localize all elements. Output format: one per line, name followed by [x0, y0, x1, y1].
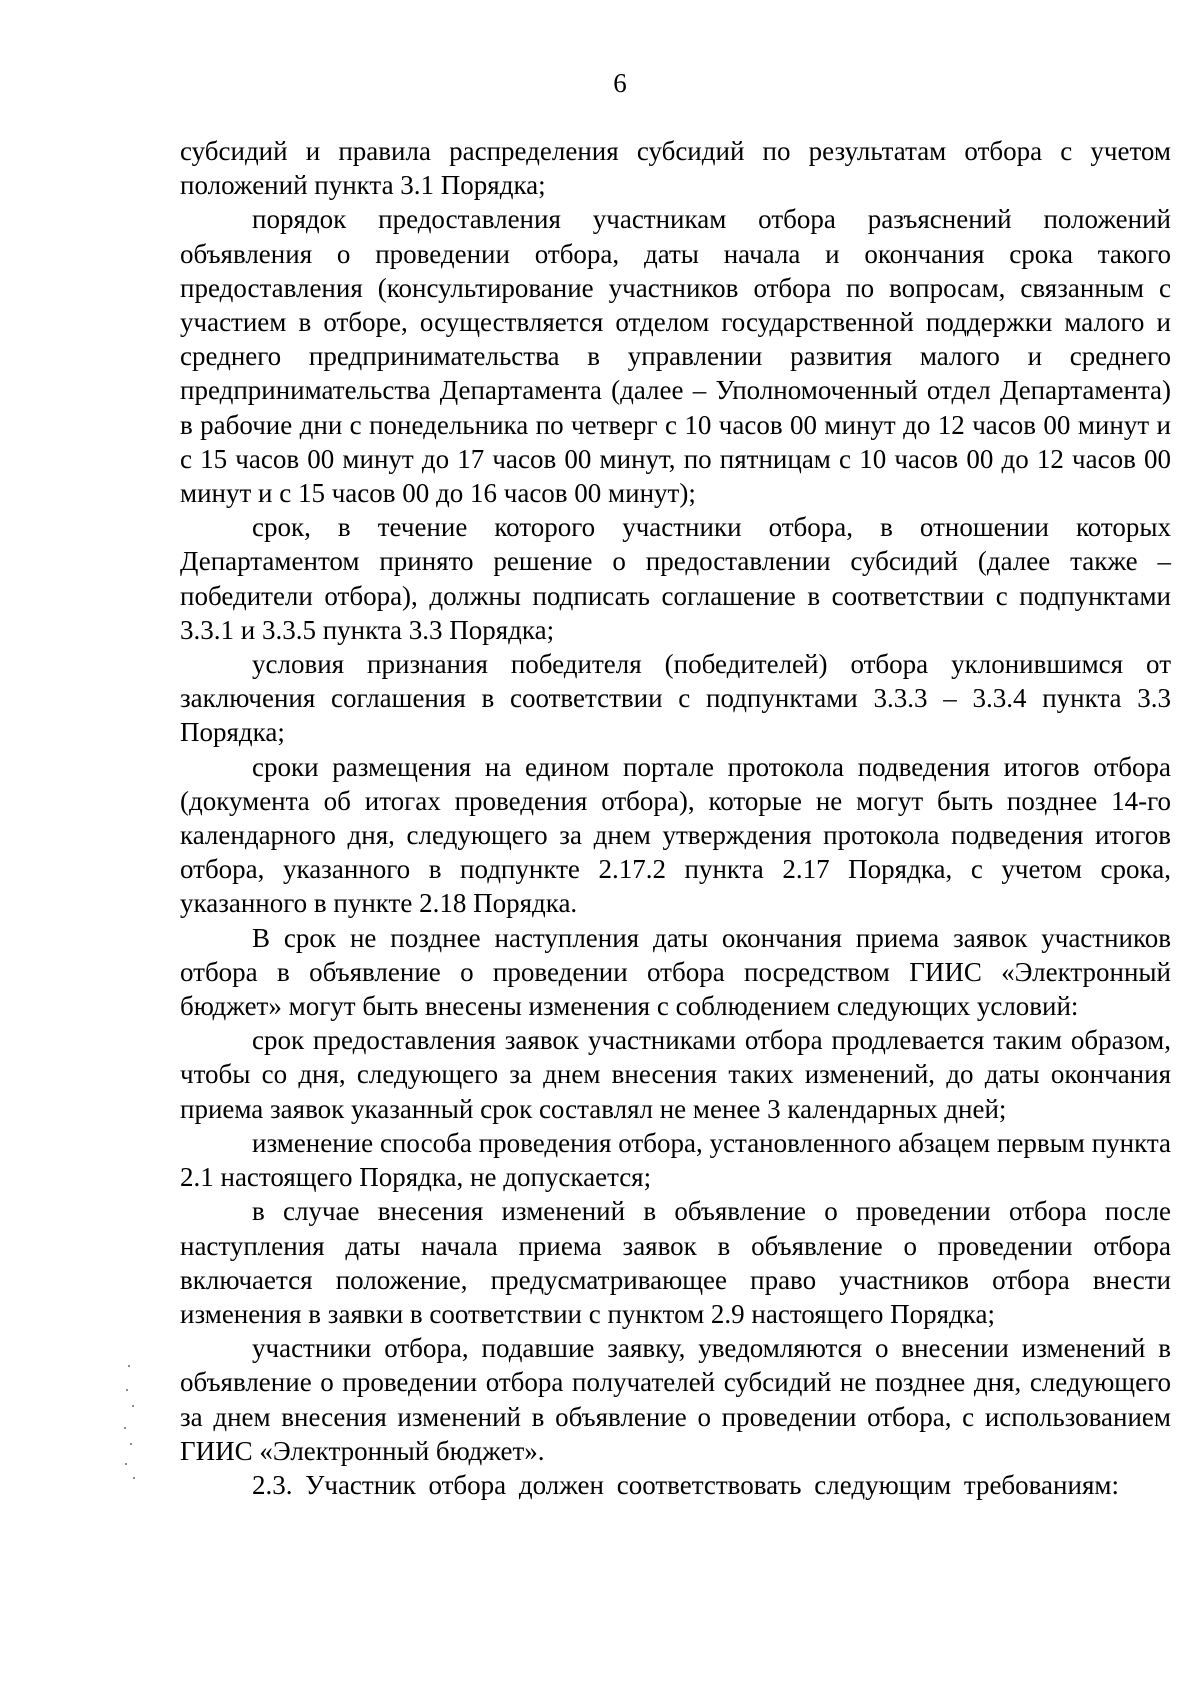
paragraph-method-change: изменение способа проведения отбора, установленного абзацем первым пункта 2.1 настоящего Порядка, не допускается; [180, 1127, 1171, 1193]
paragraph-deadline-extension: срок предоставления заявок участниками отбора продлевается таким образом, чтобы со дня, следующего за днем внесения таких изменений, до даты окончания приема заявок указанный срок составлял не менее 3 календарных дней; [180, 1025, 1171, 1124]
page-number: 6 [613, 68, 627, 98]
paragraph-consultation-procedure: порядок предоставления участникам отбора разъяснений положений объявления о проведении отбора, даты начала и окончания срока такого предоставления (консультирование участников отбора по вопросам, связанным с участием в отборе, осуществляется отделом государственной поддержки малого и среднего предпринимательства в управлении развития малого и среднего предпринимательства Департамента (далее – Уполномоченный отдел Департамента) в рабочие дни с понедельника по четверг с 10 часов 00 минут до 12 часов 00 минут и с 15 часов 00 минут до 17 часов 00 минут, по пятницам с 10 часов 00 до 12 часов 00 минут и с 15 часов 00 до 16 часов 00 минут); [180, 204, 1171, 509]
paragraph-continuation: субсидий и правила распределения субсидий по результатам отбора с учетом положений пункта 3.1 Порядка; [180, 136, 1171, 201]
paragraph-evasion-conditions: условия признания победителя (победителей) отбора уклонившимся от заключения соглашения в соответствии с подпунктами 3.3.3 – 3.3.4 пункта 3.3 Порядка; [180, 649, 1171, 748]
paragraph-amendments-intro: В срок не позднее наступления даты окончания приема заявок участников отбора в объявление о проведении отбора посредством ГИИС «Электронный бюджет» могут быть внесены изменения с соблюдением следующих условий: [180, 922, 1171, 1022]
scan-margin-marks [118, 1365, 140, 1485]
paragraph-protocol-publication: сроки размещения на едином портале протокола подведения итогов отбора (документа об итогах проведения отбора), которые не могут быть позднее 14-го календарного дня, следующего за днем утверждения протокола подведения итогов отбора, указанного в подпункте 2.17.2 пункта 2.17 Порядка, с учетом срока, указанного в пункте 2.18 Порядка. [180, 751, 1171, 919]
paragraph-participant-notification: участники отбора, подавшие заявку, уведомляются о внесении изменений в объявление о проведении отбора получателей субсидий не позднее дня, следующего за днем внесения изменений в объявление о проведении отбора, с использованием ГИИС «Электронный бюджет». [180, 1333, 1171, 1466]
section-2-3-heading: 2.3. Участник отбора должен соответствовать следующим требованиям: [252, 1469, 1119, 1500]
document-body [180, 134, 1171, 1502]
paragraph-application-changes: в случае внесения изменений в объявление о проведении отбора после наступления даты начала приема заявок в объявление о проведении отбора включается положение, предусматривающее право участников отбора внести изменения в заявки в соответствии с пунктом 2.9 настоящего Порядка; [180, 1196, 1171, 1329]
paragraph-agreement-term: срок, в течение которого участники отбора, в отношении которых Департаментом принято решение о предоставлении субсидий (далее также – победители отбора), должны подписать соглашение в соответствии с подпунктами 3.3.1 и 3.3.5 пункта 3.3 Порядка; [180, 512, 1171, 645]
